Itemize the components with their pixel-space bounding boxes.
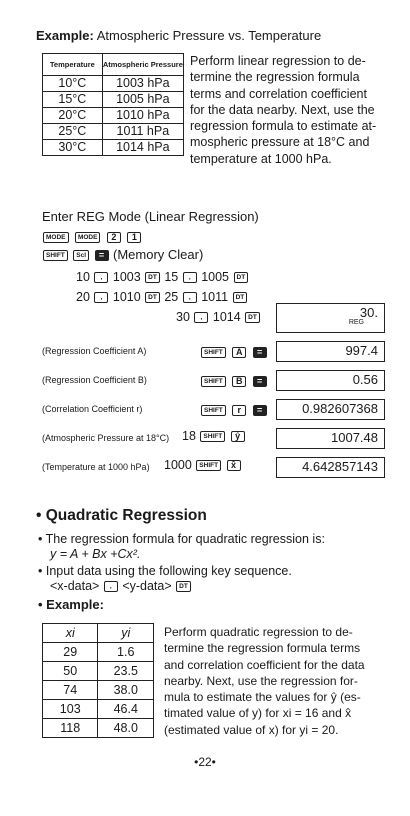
reg-display: 30. REG	[276, 303, 385, 333]
result-display: 0.982607368	[276, 399, 385, 420]
scl-key[interactable]: Scl	[73, 250, 89, 261]
table-row: 29 1.6	[43, 643, 154, 662]
mode-key-sequence	[42, 229, 142, 247]
shift-key[interactable]: SHIFT	[200, 431, 225, 442]
mode-key[interactable]: MODE	[43, 232, 69, 243]
data-entry-line-2: 20 , 1010 DT 25 , 1011 DT	[76, 290, 248, 305]
shift-key[interactable]: SHIFT	[201, 347, 226, 358]
result-keys	[200, 402, 268, 420]
example-heading	[36, 28, 321, 43]
comma-key[interactable]: ,	[94, 272, 108, 283]
data-entry-line-3: 30 , 1014 DT	[176, 310, 261, 325]
table-row: 25°C 1011 hPa	[43, 124, 184, 140]
result-display: 997.4	[276, 341, 385, 362]
comma-key[interactable]: ,	[94, 292, 108, 303]
r-key[interactable]: r	[232, 405, 246, 416]
comma-key[interactable]: ,	[183, 272, 197, 283]
comma-key[interactable]: ,	[194, 312, 208, 323]
reg-mode-title: Enter REG Mode (Linear Regression)	[42, 209, 259, 224]
comma-key[interactable]: ,	[104, 581, 118, 592]
comma-key[interactable]: ,	[183, 292, 197, 303]
dt-key[interactable]: DT	[233, 292, 248, 303]
result-keys	[200, 373, 268, 391]
result-display: 0.56	[276, 370, 385, 391]
quadratic-bullet-1: • The regression formula for quadratic regression is:	[38, 532, 325, 546]
equals-key[interactable]: =	[253, 376, 267, 387]
pressure-table	[42, 53, 184, 156]
result-label: (Regression Coefficient A)	[42, 346, 147, 356]
memory-clear-label: (Memory Clear)	[113, 247, 204, 262]
result-display: 4.642857143	[276, 457, 385, 478]
dt-key[interactable]: DT	[245, 312, 260, 323]
quadratic-description: Perform quadratic regression to de- termine the regression formula terms and correlation coefficient for the data nearby. Next, use the regression for- mula to estimate the values for ŷ (es- timated value of y) for xi = 16 and x̂ (estimated value of x) for yi = 20.	[164, 625, 365, 737]
table-row: 118 48.0	[43, 719, 154, 738]
data-entry-line-1: 10 , 1003 DT 15 , 1005 DT	[76, 270, 249, 285]
table-row: 74 38.0	[43, 681, 154, 700]
quadratic-table	[42, 623, 154, 738]
digit-1-key[interactable]: 1	[127, 232, 141, 243]
result-keys: 1000 SHIFT x̂	[164, 458, 242, 473]
table-row: 30°C 1014 hPa	[43, 140, 184, 156]
equals-key[interactable]: =	[253, 347, 267, 358]
table-row: 15°C 1005 hPa	[43, 92, 184, 108]
dt-key[interactable]: DT	[234, 272, 249, 283]
table-header: xi	[43, 624, 98, 643]
shift-key[interactable]: SHIFT	[201, 376, 226, 387]
table-header: Temperature	[43, 54, 103, 76]
equals-key[interactable]: =	[95, 250, 109, 261]
example-label: Example:	[36, 28, 94, 43]
y-hat-key[interactable]: ŷ	[231, 431, 245, 442]
result-keys	[200, 344, 268, 362]
a-key[interactable]: A	[232, 347, 246, 358]
table-header: Atmospheric Pressure	[102, 54, 183, 76]
result-label: (Atmospheric Pressure at 18°C)	[42, 433, 170, 443]
reg-annunciator: REG	[348, 319, 364, 326]
b-key[interactable]: B	[232, 376, 246, 387]
digit-2-key[interactable]: 2	[107, 232, 121, 243]
table-row: 103 46.4	[43, 700, 154, 719]
shift-key[interactable]: SHIFT	[43, 250, 68, 261]
shift-key[interactable]: SHIFT	[196, 460, 221, 471]
mode-key[interactable]: MODE	[75, 232, 101, 243]
table-row: 50 23.5	[43, 662, 154, 681]
table-row: 10°C 1003 hPa	[43, 76, 184, 92]
result-keys: 18 SHIFT ŷ	[182, 429, 246, 444]
example-title: Atmospheric Pressure vs. Temperature	[96, 28, 322, 43]
quadratic-formula: y = A + Bx +Cx².	[50, 547, 141, 561]
page-number: •22•	[194, 755, 216, 769]
table-header: yi	[98, 624, 154, 643]
result-label: (Correlation Coefficient r)	[42, 404, 143, 414]
result-label: (Temperature at 1000 hPa)	[42, 462, 150, 472]
equals-key[interactable]: =	[253, 405, 267, 416]
dt-key[interactable]: DT	[145, 292, 160, 303]
result-label: (Regression Coefficient B)	[42, 375, 147, 385]
table-row: 20°C 1010 hPa	[43, 108, 184, 124]
dt-key[interactable]: DT	[176, 581, 191, 592]
result-display: 1007.48	[276, 428, 385, 449]
shift-key[interactable]: SHIFT	[201, 405, 226, 416]
x-hat-key[interactable]: x̂	[227, 460, 241, 471]
quadratic-heading: • Quadratic Regression	[36, 507, 207, 524]
dt-key[interactable]: DT	[145, 272, 160, 283]
quadratic-example-label: • Example:	[38, 597, 104, 612]
example-description: Perform linear regression to de- termine the regression formula terms and correlation coefficient for the data nearby. Next, use the regression formula to estimate at- mospheric pressure at 18°C and temperature at 1000 hPa.	[190, 54, 377, 166]
memory-clear-line	[42, 247, 203, 263]
key-sequence: <x-data> , <y-data> DT	[50, 579, 192, 594]
quadratic-bullet-2: • Input data using the following key sequence.	[38, 564, 292, 578]
